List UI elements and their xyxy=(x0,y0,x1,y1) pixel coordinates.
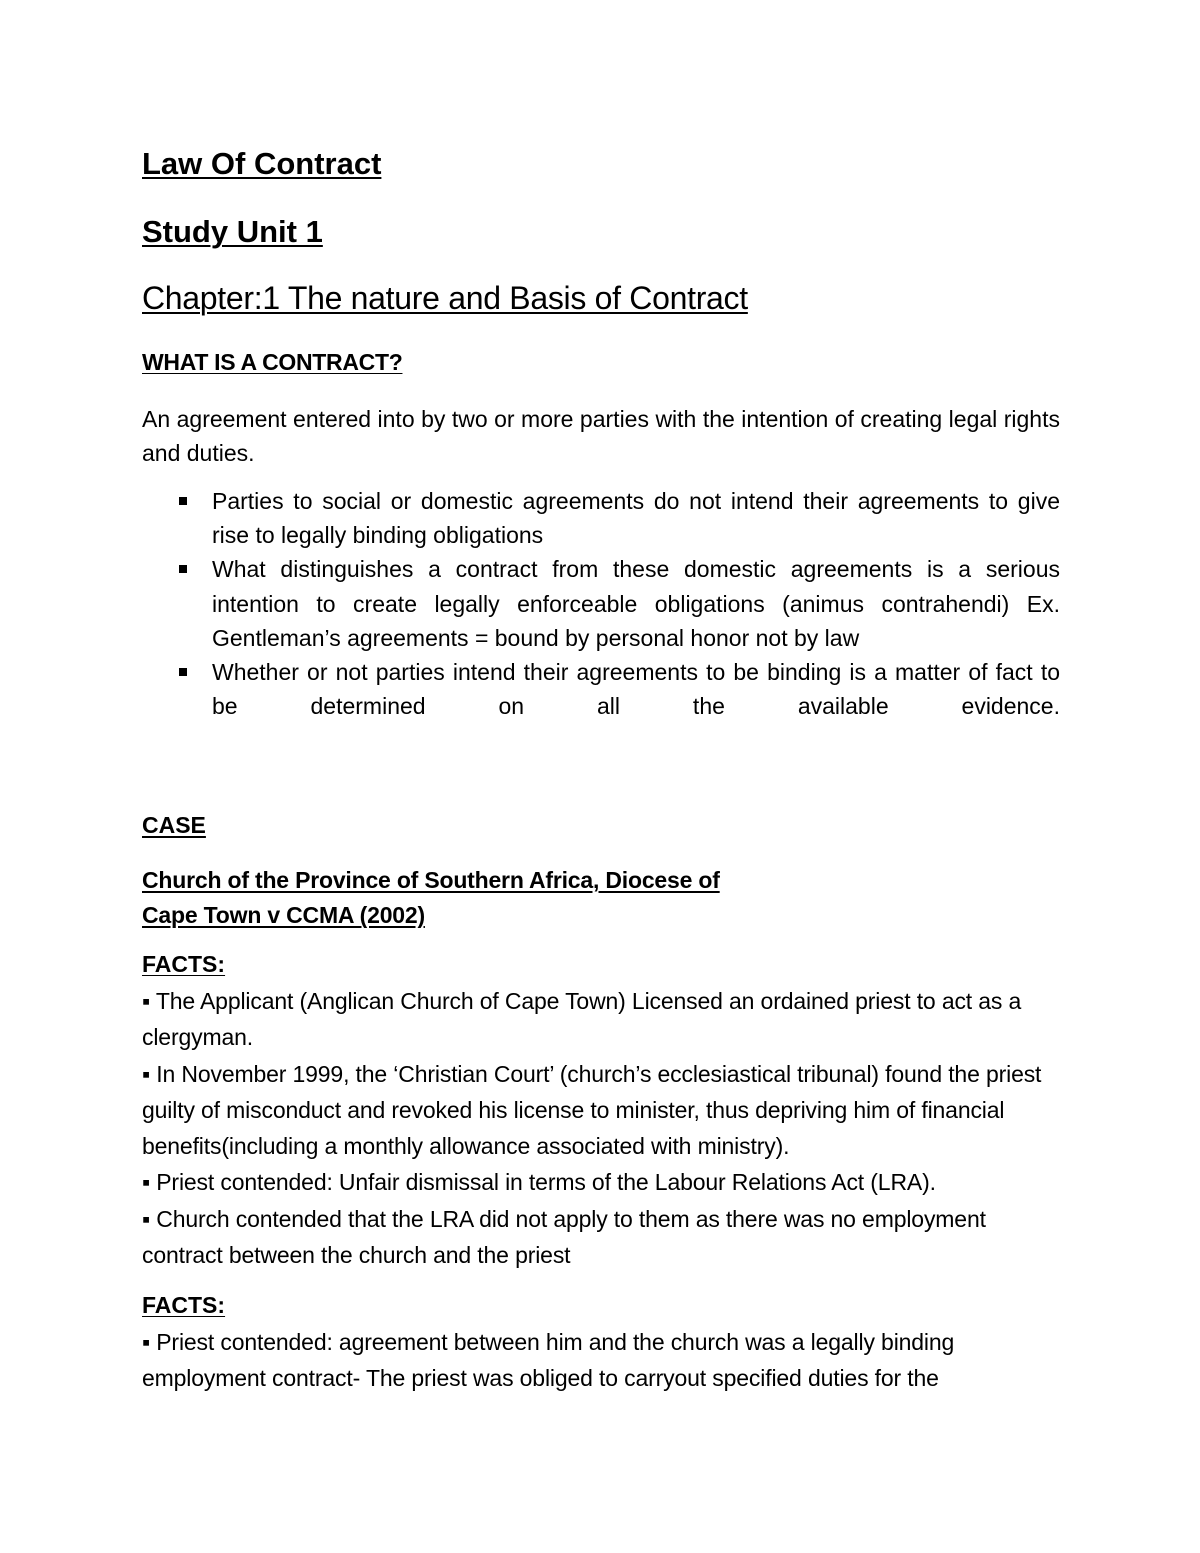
facts-item: ▪ The Applicant (Anglican Church of Cape Town) Licensed an ordained priest to act as a clergyman. xyxy=(142,988,1022,1051)
square-bullet-icon xyxy=(179,497,187,505)
chapter-heading: Chapter:1 The nature and Basis of Contract xyxy=(142,280,748,316)
square-bullet-icon xyxy=(179,668,187,676)
bullet-text: What distinguishes a contract from these domestic agreements is a serious intention to create legally enforceable obligations (animus contrahendi) Ex. Gentleman’s agreements = bound by personal honor not by law xyxy=(212,556,1060,651)
case-name-line-1: Church of the Province of Southern Africa, Diocese of xyxy=(142,867,720,893)
facts-item: ▪ Church contended that the LRA did not apply to them as there was no employment contract between the church and the priest xyxy=(142,1205,986,1269)
square-bullet-icon xyxy=(179,565,187,573)
bullet-text: Whether or not parties intend their agreements to be binding is a matter of fact to be determined on all the available evidence. xyxy=(212,659,1060,720)
facts-section-1 xyxy=(142,983,1072,1273)
list-item xyxy=(142,552,1060,655)
what-is-contract-heading: WHAT IS A CONTRACT? xyxy=(142,349,403,375)
facts-item: ▪ In November 1999, the ‘Christian Court’ (church’s ecclesiastical tribunal) found the priest guilty of misconduct and revoked his license to minister, thus depriving him of financial benefits(including a monthly allowance associated with ministry). xyxy=(142,1060,1042,1160)
contract-definition: An agreement entered into by two or more parties with the intention of creating legal rights and duties. xyxy=(142,406,1060,466)
list-item xyxy=(142,484,1060,552)
document-title: Law Of Contract xyxy=(142,146,382,181)
facts-item: ▪ Priest contended: Unfair dismissal in terms of the Labour Relations Act (LRA). xyxy=(142,1169,936,1196)
facts-heading-2: FACTS: xyxy=(142,1292,226,1318)
facts-item: ▪ Priest contended: agreement between him and the church was a legally binding employment contract- The priest was obliged to carryout specified duties for the xyxy=(142,1329,955,1392)
facts-section-2 xyxy=(142,1324,1072,1397)
bullet-text: Parties to social or domestic agreements do not intend their agreements to give rise to legally binding obligations xyxy=(212,488,1060,549)
bullet-list xyxy=(142,484,1060,723)
case-name xyxy=(142,863,720,933)
study-unit-heading: Study Unit 1 xyxy=(142,214,323,249)
case-heading: CASE xyxy=(142,812,206,838)
case-name-line-2: Cape Town v CCMA (2002) xyxy=(142,902,425,928)
facts-heading-1: FACTS: xyxy=(142,951,226,977)
list-item xyxy=(142,655,1060,723)
